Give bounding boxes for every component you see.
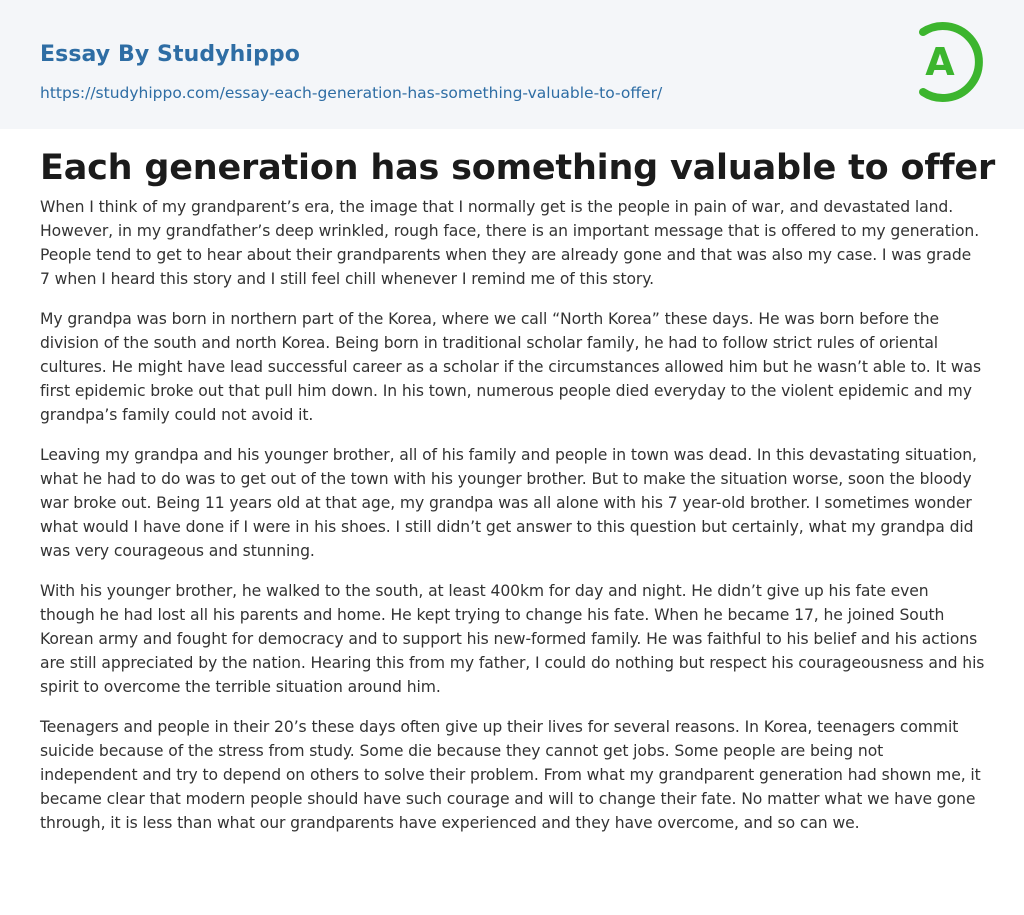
essay-paragraph: Teenagers and people in their 20’s these days often give up their lives for several reasons. In Korea, teenagers commit suicide because of the stress from study. Some die because they cannot get jobs. Some people are being not independent and try to depend on others to solve their problem. From what my grandparent generation had shown me, it became clear that modern people should have such courage and will to change their fate. No matter what we have gone through, it is less than what our grandparents have experienced and they have overcome, and so can we. [40, 718, 981, 832]
article-main [40, 129, 996, 851]
essay-paragraph: Leaving my grandpa and his younger brother, all of his family and people in town was dead. In this devastating situation, what he had to do was to get out of the town with his younger brother. But to make the situation worse, soon the bloody war broke out. Being 11 years old at that age, my grandpa was all alone with his 7 year-old brother. I sometimes wonder what would I have done if I were in his shoes. I still didn’t get answer to this question but certainly, what my grandpa did was very courageous and stunning. [40, 446, 977, 560]
essay-body [40, 195, 985, 835]
essay-url-link[interactable]: https://studyhippo.com/essay-each-generation-has-something-valuable-to-offer/ [40, 84, 663, 102]
essay-paragraph: With his younger brother, he walked to the south, at least 400km for day and night. He didn’t give up his fate even though he had lost all his parents and home. He kept trying to change his fate. When he became 17, he joined South Korean army and fought for democracy and to support his new-formed family. He was faithful to his belief and his actions are still appreciated by the nation. Hearing this from my father, I could do nothing but respect his courageousness and his spirit to overcome the terrible situation around him. [40, 582, 985, 696]
site-brand-link[interactable]: Essay By Studyhippo [40, 42, 300, 67]
essay-paragraph: My grandpa was born in northern part of the Korea, where we call “North Korea” these days. He was born before the division of the south and north Korea. Being born in traditional scholar family, he had to follow strict rules of oriental cultures. He might have lead successful career as a scholar if the circumstances allowed him but he wasn’t able to. It was first epidemic broke out that pull him down. In his town, numerous people died everyday to the violent epidemic and my grandpa’s family could not avoid it. [40, 310, 981, 424]
logo-letter: A [925, 40, 955, 84]
essay-paragraph: When I think of my grandparent’s era, the image that I normally get is the people in pain of war, and devastated land. However, in my grandfather’s deep wrinkled, rough face, there is an important message that is offered to my generation. People tend to get to hear about their grandparents when they are already gone and that was also my case. I was grade 7 when I heard this story and I still feel chill whenever I remind me of this story. [40, 198, 980, 288]
circle-a-logo-icon[interactable] [913, 20, 985, 104]
site-header [0, 0, 1024, 129]
essay-title: Each generation has something valuable to offer [40, 148, 996, 188]
